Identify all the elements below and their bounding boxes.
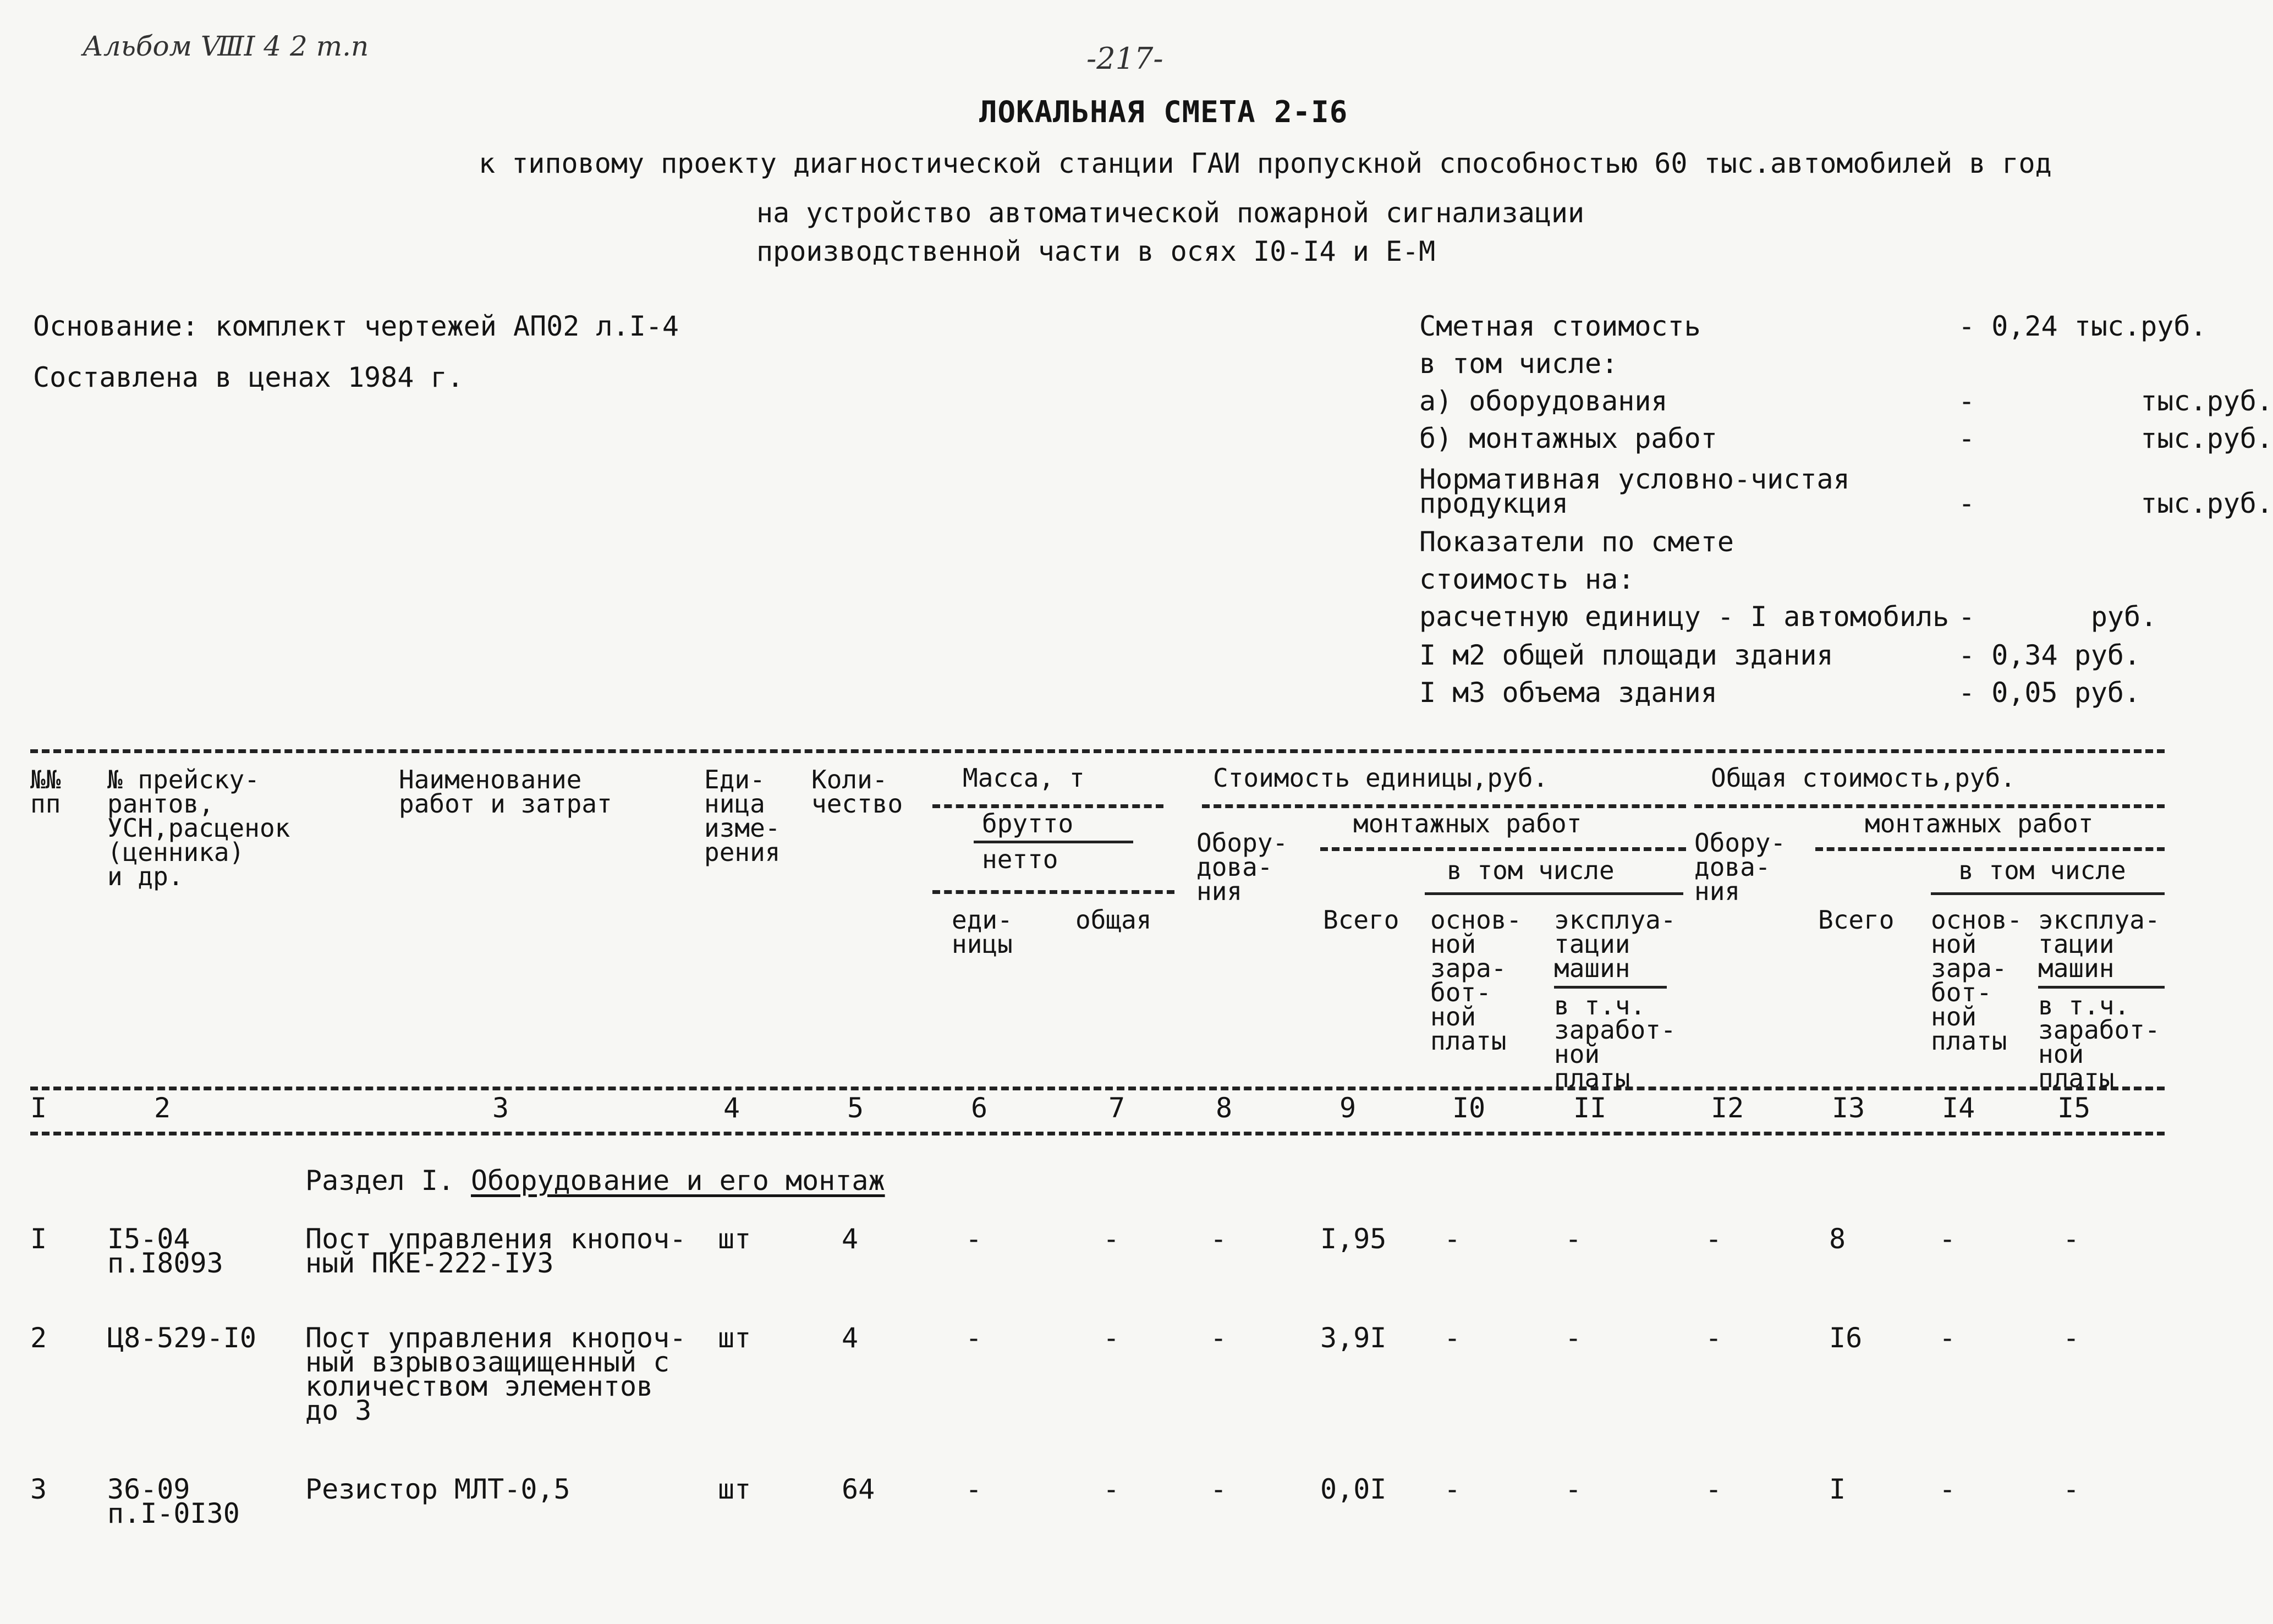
column-number: 8 (1216, 1092, 1233, 1124)
mass-total: - (1103, 1223, 1120, 1255)
column-numbers-rule (30, 1132, 2165, 1135)
total-equipment-cost: - (1705, 1473, 1722, 1505)
column-number: 7 (1108, 1092, 1125, 1124)
header-unit-machines-wages: в т.ч. заработ- ной платы (1554, 991, 1676, 1093)
unit-machines: - (1565, 1223, 1582, 1255)
price-list-code: I5-04 п.I8093 (107, 1223, 223, 1279)
price-list-code: Ц8-529-I0 (107, 1322, 256, 1354)
column-number: 4 (723, 1092, 740, 1124)
row-number: 3 (30, 1473, 47, 1505)
incl-rule-2 (1931, 892, 2165, 895)
mass-unit: - (965, 1322, 982, 1354)
price-list-code: 36-09 п.I-0I30 (107, 1473, 240, 1529)
header-total-wages: основ- ной зара- бот- ной платы (1931, 905, 2023, 1056)
total-wages: - (1939, 1223, 1956, 1255)
unit-wages: - (1444, 1473, 1461, 1505)
column-number: 3 (492, 1092, 509, 1124)
header-unit-total: Всего (1323, 905, 1399, 935)
mount-rule-1 (1320, 847, 1686, 851)
unit-wages: - (1444, 1322, 1461, 1354)
column-number: 9 (1339, 1092, 1357, 1124)
corner-note: Альбом ⅧI 4 2 т.п (83, 30, 369, 62)
summary-label: продукция (1419, 487, 1568, 519)
summary-label: в том числе: (1419, 348, 1618, 380)
summary-label: а) оборудования (1419, 385, 1668, 417)
header-total-machines-label: машин (2038, 953, 2115, 983)
total-wages: - (1939, 1322, 1956, 1354)
header-total-machines: эксплуа- тации (2038, 905, 2160, 959)
header-price-list: № прейску- рантов, УСН,расценок (ценника) и др. (107, 765, 290, 891)
summary-value: - 0,24 тыс.руб. (1958, 310, 2207, 342)
header-unit-mount: монтажных работ (1353, 809, 1582, 838)
header-mass: Масса, т (963, 763, 1085, 793)
subtitle-purpose: на устройство автоматической пожарной сигнализации (756, 197, 1585, 229)
incl-rule-1 (1425, 892, 1683, 895)
column-number: I0 (1452, 1092, 1486, 1124)
column-number: I2 (1711, 1092, 1744, 1124)
section-prefix: Раздел I. (305, 1165, 471, 1197)
brutto-underline (974, 841, 1133, 843)
total-equipment-cost: - (1705, 1322, 1722, 1354)
summary-label: I м2 общей площади здания (1419, 639, 1833, 671)
row-number: 2 (30, 1322, 47, 1354)
subtitle-location: производственной части в осях I0-I4 и Е-М (756, 235, 1436, 267)
column-number: 6 (971, 1092, 988, 1124)
mass-unit: - (965, 1223, 982, 1255)
summary-label: I м3 объема здания (1419, 677, 1717, 709)
column-number: I4 (1942, 1092, 1975, 1124)
header-unit-machines: эксплуа- тации (1554, 905, 1676, 959)
header-total-equipment: Обору- дова- ния (1694, 828, 1786, 906)
summary-value: - 0,34 руб. (1958, 639, 2141, 671)
mass-total: - (1103, 1322, 1120, 1354)
unit-equipment-cost: - (1210, 1223, 1227, 1255)
summary-value: - руб. (1958, 601, 2157, 633)
summary-label: Сметная стоимость (1419, 310, 1701, 342)
summary-value: - тыс.руб. (1958, 487, 2273, 519)
total-wages: - (1939, 1473, 1956, 1505)
header-total-total: Всего (1818, 905, 1895, 935)
quantity: 64 (842, 1473, 875, 1505)
total-machines: - (2063, 1223, 2080, 1255)
summary-label: Нормативная условно-чистая (1419, 463, 1850, 495)
unit-equipment-cost: - (1210, 1322, 1227, 1354)
header-total-cost: Общая стоимость,руб. (1711, 763, 2016, 793)
total-machines: - (2063, 1473, 2080, 1505)
unit-mount-total: 3,9I (1320, 1322, 1387, 1354)
unit-wages: - (1444, 1223, 1461, 1255)
header-work-name: Наименование работ и затрат (399, 765, 612, 819)
mount-rule-2 (1815, 847, 2165, 851)
section-title: Оборудование и его монтаж (471, 1165, 885, 1197)
page-number: -217- (1086, 41, 1163, 76)
work-name: Пост управления кнопоч- ный взрывозащищенный с количеством элементов до 3 (305, 1322, 687, 1427)
summary-label: расчетную единицу - I автомобиль (1419, 601, 1950, 633)
netto-rule (932, 890, 1174, 894)
summary-value: - тыс.руб. (1958, 423, 2273, 454)
header-row-number: №№ пп (30, 765, 61, 819)
summary-label: стоимость на: (1419, 563, 1635, 595)
unit-mount-total: I,95 (1320, 1223, 1387, 1255)
subtitle-project: к типовому проекту диагностической станции ГАИ пропускной способностью 60 тыс.автомобилей в год (479, 147, 2052, 179)
header-mass-unit: еди- ницы (952, 905, 1013, 959)
unit: шт (718, 1322, 751, 1354)
total-cost-rule (1694, 804, 2165, 808)
unit: шт (718, 1473, 751, 1505)
mass-total: - (1103, 1473, 1120, 1505)
work-name: Пост управления кнопоч- ный ПКЕ-222-IУ3 (305, 1223, 687, 1279)
column-number: II (1573, 1092, 1607, 1124)
basis-line: Основание: комплект чертежей АП02 л.I-4 (33, 310, 679, 342)
header-unit-cost: Стоимость единицы,руб. (1213, 763, 1549, 793)
column-number: 5 (847, 1092, 864, 1124)
unit: шт (718, 1223, 751, 1255)
unit-equipment-cost: - (1210, 1473, 1227, 1505)
header-unit: Еди- ница изме- рения (704, 765, 781, 867)
total-mount: I6 (1829, 1322, 1863, 1354)
column-number: 2 (154, 1092, 171, 1124)
header-bottom-rule (30, 1087, 2165, 1090)
header-unit-incl: в том числе (1447, 855, 1615, 885)
mass-rule (932, 804, 1163, 808)
summary-label: б) монтажных работ (1419, 423, 1717, 454)
header-quantity: Коли- чество (811, 765, 903, 819)
header-mass-total: общая (1075, 905, 1152, 935)
header-top-rule (30, 749, 2165, 753)
prices-year-line: Составлена в ценах 1984 г. (33, 361, 464, 393)
summary-label: Показатели по смете (1419, 526, 1734, 558)
header-unit-machines-label: машин (1554, 953, 1630, 983)
quantity: 4 (842, 1322, 859, 1354)
unit-machines: - (1565, 1322, 1582, 1354)
unit-mount-total: 0,0I (1320, 1473, 1387, 1505)
document-title: ЛОКАЛЬНАЯ СМЕТА 2-I6 (979, 95, 1348, 129)
total-machines: - (2063, 1322, 2080, 1354)
machines-underline-2 (2038, 986, 2165, 989)
mass-unit: - (965, 1473, 982, 1505)
row-number: I (30, 1223, 47, 1255)
work-name: Резистор МЛТ-0,5 (305, 1473, 570, 1505)
section-heading (305, 1165, 885, 1196)
header-netto: нетто (982, 844, 1058, 874)
summary-value: - тыс.руб. (1958, 385, 2273, 417)
column-number: I5 (2057, 1092, 2091, 1124)
machines-underline-1 (1554, 986, 1667, 989)
header-brutto: брутто (982, 809, 1074, 838)
quantity: 4 (842, 1223, 859, 1255)
header-unit-wages: основ- ной зара- бот- ной платы (1430, 905, 1522, 1056)
total-mount: 8 (1829, 1223, 1846, 1255)
column-number: I3 (1832, 1092, 1865, 1124)
total-mount: I (1829, 1473, 1846, 1505)
summary-value: - 0,05 руб. (1958, 677, 2141, 709)
unit-cost-rule (1202, 804, 1686, 808)
header-total-mount: монтажных работ (1865, 809, 2094, 838)
total-equipment-cost: - (1705, 1223, 1722, 1255)
column-number: I (30, 1092, 47, 1124)
header-unit-equipment: Обору- дова- ния (1196, 828, 1288, 906)
header-total-machines-wages: в т.ч. заработ- ной платы (2038, 991, 2160, 1093)
unit-machines: - (1565, 1473, 1582, 1505)
header-total-incl: в том числе (1958, 855, 2126, 885)
